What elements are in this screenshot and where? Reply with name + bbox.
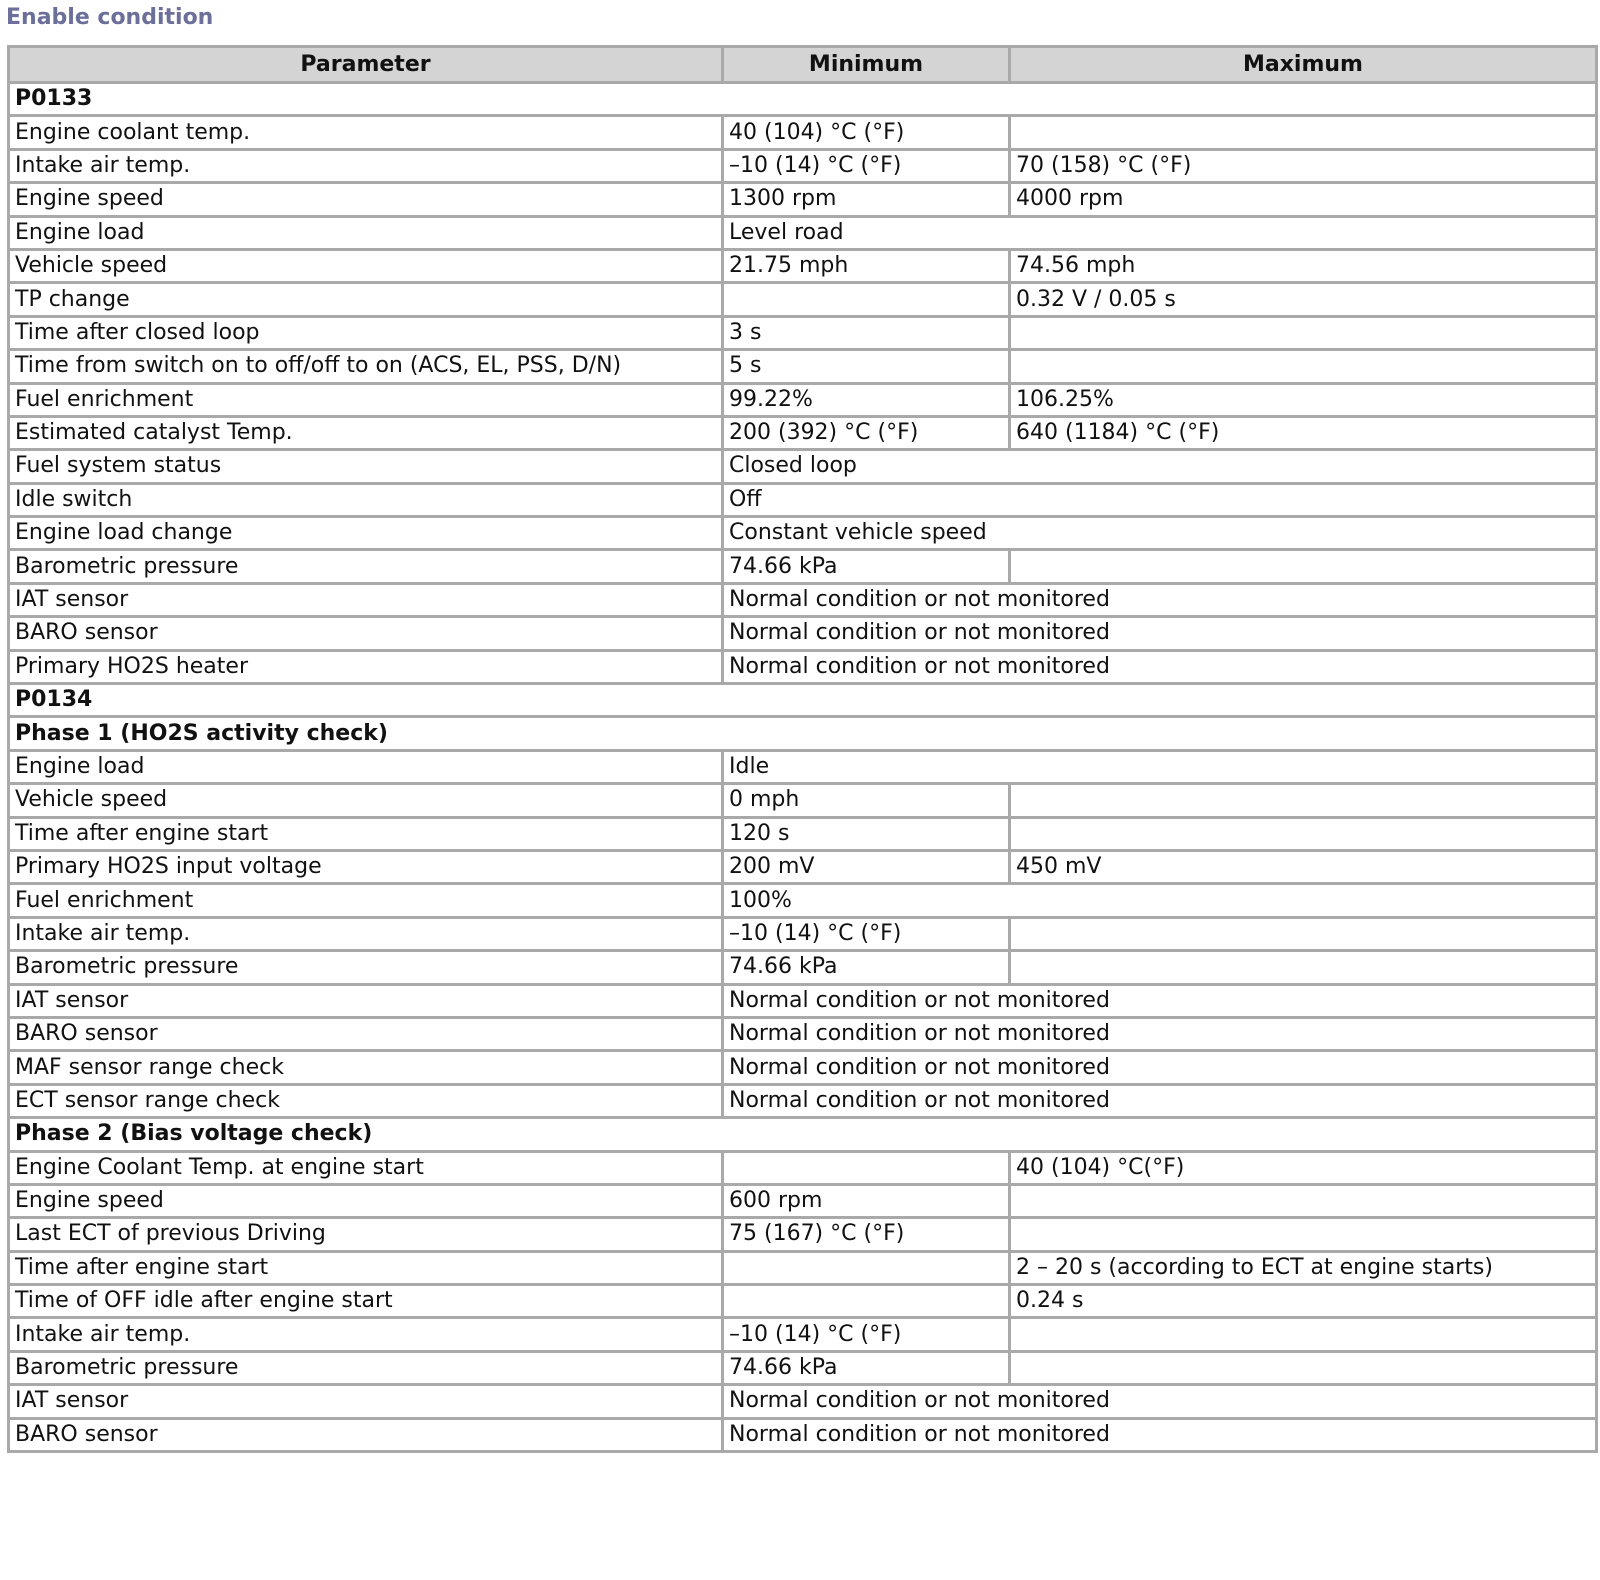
table-row [9, 183, 1597, 216]
maximum-cell: 450 mV [1010, 850, 1597, 883]
minimum-cell: 21.75 mph [723, 249, 1010, 282]
condition-cell: Level road [723, 216, 1597, 249]
table-row [9, 383, 1597, 416]
minimum-cell: 99.22% [723, 383, 1010, 416]
parameter-cell: Engine load change [9, 517, 723, 550]
parameter-cell: IAT sensor [9, 984, 723, 1017]
parameter-cell: Barometric pressure [9, 951, 723, 984]
header-maximum: Maximum [1010, 47, 1597, 83]
minimum-cell: 200 mV [723, 850, 1010, 883]
table-row [9, 1218, 1597, 1251]
table-row [9, 750, 1597, 783]
table-row [9, 450, 1597, 483]
maximum-cell: 74.56 mph [1010, 249, 1597, 282]
table-row [9, 884, 1597, 917]
table-row [9, 316, 1597, 349]
parameter-cell: Time after engine start [9, 817, 723, 850]
minimum-cell: 3 s [723, 316, 1010, 349]
table-row [9, 951, 1597, 984]
condition-cell: Normal condition or not monitored [723, 1084, 1597, 1117]
condition-cell: Normal condition or not monitored [723, 583, 1597, 616]
parameter-cell: Engine speed [9, 183, 723, 216]
table-row [9, 1385, 1597, 1418]
table-row [9, 149, 1597, 182]
maximum-cell [1010, 116, 1597, 149]
maximum-cell: 4000 rpm [1010, 183, 1597, 216]
condition-cell: 100% [723, 884, 1597, 917]
section-label: Phase 2 (Bias voltage check) [9, 1118, 1597, 1151]
minimum-cell: 120 s [723, 817, 1010, 850]
table-row [9, 416, 1597, 449]
parameter-cell: IAT sensor [9, 583, 723, 616]
table-row [9, 249, 1597, 282]
condition-cell: Constant vehicle speed [723, 517, 1597, 550]
maximum-cell [1010, 1351, 1597, 1384]
minimum-cell: –10 (14) °C (°F) [723, 1318, 1010, 1351]
parameter-cell: Intake air temp. [9, 149, 723, 182]
condition-cell: Off [723, 483, 1597, 516]
parameter-cell: BARO sensor [9, 1017, 723, 1050]
parameter-cell: Idle switch [9, 483, 723, 516]
minimum-cell: 1300 rpm [723, 183, 1010, 216]
page-title: Enable condition [6, 5, 214, 30]
parameter-cell: Intake air temp. [9, 1318, 723, 1351]
parameter-cell: Barometric pressure [9, 550, 723, 583]
table-row [9, 1285, 1597, 1318]
table-row [9, 483, 1597, 516]
parameter-cell: Engine Coolant Temp. at engine start [9, 1151, 723, 1184]
minimum-cell: 74.66 kPa [723, 1351, 1010, 1384]
minimum-cell [723, 1285, 1010, 1318]
parameter-cell: TP change [9, 283, 723, 316]
table-row [9, 1051, 1597, 1084]
table-row [9, 1351, 1597, 1384]
table-row [9, 1251, 1597, 1284]
table-row [9, 650, 1597, 683]
minimum-cell: –10 (14) °C (°F) [723, 149, 1010, 182]
maximum-cell: 0.24 s [1010, 1285, 1597, 1318]
table-row [9, 1151, 1597, 1184]
section-row [9, 717, 1597, 750]
maximum-cell [1010, 1218, 1597, 1251]
table-row [9, 1184, 1597, 1217]
parameter-cell: Fuel enrichment [9, 884, 723, 917]
parameter-cell: BARO sensor [9, 1418, 723, 1451]
parameter-cell: Last ECT of previous Driving [9, 1218, 723, 1251]
minimum-cell: 75 (167) °C (°F) [723, 1218, 1010, 1251]
section-row [9, 83, 1597, 116]
table-row [9, 617, 1597, 650]
maximum-cell [1010, 817, 1597, 850]
minimum-cell: 40 (104) °C (°F) [723, 116, 1010, 149]
table-row [9, 817, 1597, 850]
parameter-cell: Engine speed [9, 1184, 723, 1217]
parameter-cell: IAT sensor [9, 1385, 723, 1418]
maximum-cell [1010, 1184, 1597, 1217]
table-row [9, 283, 1597, 316]
table-body [9, 83, 1597, 1452]
parameter-cell: Engine load [9, 750, 723, 783]
condition-cell: Normal condition or not monitored [723, 1385, 1597, 1418]
maximum-cell [1010, 550, 1597, 583]
table-row [9, 216, 1597, 249]
minimum-cell: 74.66 kPa [723, 550, 1010, 583]
table-row [9, 1017, 1597, 1050]
parameter-cell: BARO sensor [9, 617, 723, 650]
table-row [9, 1418, 1597, 1451]
maximum-cell [1010, 316, 1597, 349]
minimum-cell [723, 1251, 1010, 1284]
condition-cell: Normal condition or not monitored [723, 1017, 1597, 1050]
maximum-cell: 2 – 20 s (according to ECT at engine starts) [1010, 1251, 1597, 1284]
condition-cell: Closed loop [723, 450, 1597, 483]
table-row [9, 784, 1597, 817]
minimum-cell [723, 1151, 1010, 1184]
parameter-cell: Intake air temp. [9, 917, 723, 950]
minimum-cell: –10 (14) °C (°F) [723, 917, 1010, 950]
minimum-cell: 0 mph [723, 784, 1010, 817]
parameter-cell: Vehicle speed [9, 249, 723, 282]
table-row [9, 984, 1597, 1017]
maximum-cell: 0.32 V / 0.05 s [1010, 283, 1597, 316]
parameter-cell: Primary HO2S input voltage [9, 850, 723, 883]
table-row [9, 583, 1597, 616]
minimum-cell: 600 rpm [723, 1184, 1010, 1217]
enable-condition-table [7, 45, 1598, 1453]
maximum-cell: 106.25% [1010, 383, 1597, 416]
minimum-cell [723, 283, 1010, 316]
table-header-row [9, 47, 1597, 83]
maximum-cell: 640 (1184) °C (°F) [1010, 416, 1597, 449]
parameter-cell: Estimated catalyst Temp. [9, 416, 723, 449]
parameter-cell: Time after closed loop [9, 316, 723, 349]
table-row [9, 350, 1597, 383]
section-row [9, 1118, 1597, 1151]
condition-cell: Normal condition or not monitored [723, 1418, 1597, 1451]
minimum-cell: 5 s [723, 350, 1010, 383]
condition-cell: Normal condition or not monitored [723, 1051, 1597, 1084]
table-row [9, 850, 1597, 883]
condition-cell: Normal condition or not monitored [723, 984, 1597, 1017]
maximum-cell: 70 (158) °C (°F) [1010, 149, 1597, 182]
parameter-cell: Fuel enrichment [9, 383, 723, 416]
condition-cell: Idle [723, 750, 1597, 783]
minimum-cell: 200 (392) °C (°F) [723, 416, 1010, 449]
table-row [9, 550, 1597, 583]
header-parameter: Parameter [9, 47, 723, 83]
parameter-cell: Fuel system status [9, 450, 723, 483]
parameter-cell: Barometric pressure [9, 1351, 723, 1384]
condition-cell: Normal condition or not monitored [723, 617, 1597, 650]
table-row [9, 517, 1597, 550]
parameter-cell: Time from switch on to off/off to on (ACS, EL, PSS, D/N) [9, 350, 723, 383]
section-row [9, 684, 1597, 717]
maximum-cell: 40 (104) °C(°F) [1010, 1151, 1597, 1184]
maximum-cell [1010, 350, 1597, 383]
maximum-cell [1010, 784, 1597, 817]
parameter-cell: Time of OFF idle after engine start [9, 1285, 723, 1318]
section-label: P0133 [9, 83, 1597, 116]
parameter-cell: MAF sensor range check [9, 1051, 723, 1084]
parameter-cell: Engine load [9, 216, 723, 249]
header-minimum: Minimum [723, 47, 1010, 83]
maximum-cell [1010, 951, 1597, 984]
maximum-cell [1010, 1318, 1597, 1351]
condition-cell: Normal condition or not monitored [723, 650, 1597, 683]
table-row [9, 1084, 1597, 1117]
section-label: P0134 [9, 684, 1597, 717]
parameter-cell: Vehicle speed [9, 784, 723, 817]
table-row [9, 116, 1597, 149]
parameter-cell: Time after engine start [9, 1251, 723, 1284]
section-label: Phase 1 (HO2S activity check) [9, 717, 1597, 750]
maximum-cell [1010, 917, 1597, 950]
parameter-cell: Engine coolant temp. [9, 116, 723, 149]
table-row [9, 917, 1597, 950]
parameter-cell: ECT sensor range check [9, 1084, 723, 1117]
minimum-cell: 74.66 kPa [723, 951, 1010, 984]
table-row [9, 1318, 1597, 1351]
parameter-cell: Primary HO2S heater [9, 650, 723, 683]
